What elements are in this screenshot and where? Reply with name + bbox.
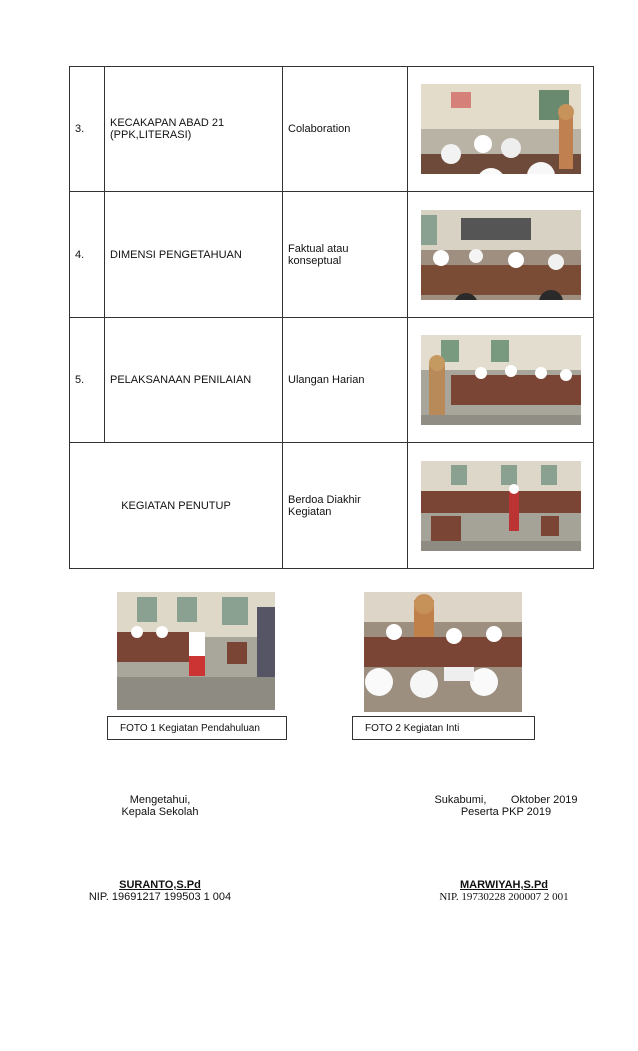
left-signer-name: SURANTO,S.Pd (119, 879, 201, 891)
row-description: Faktual atau konseptual (283, 192, 408, 318)
row-activity: KEGIATAN PENUTUP (70, 443, 283, 569)
foto-1-caption: FOTO 1 Kegiatan Pendahuluan (107, 716, 287, 740)
foto-1-photo (117, 592, 275, 710)
right-signature-block (426, 794, 586, 818)
classroom-photo (421, 84, 581, 174)
table-row (70, 443, 594, 569)
place-label: Sukabumi, (434, 794, 487, 806)
classroom-photo (421, 461, 581, 551)
classroom-photo (421, 335, 581, 425)
row-description: Colaboration (283, 67, 408, 192)
row-activity: KECAKAPAN ABAD 21 (PPK,LITERASI) (105, 67, 283, 192)
table-row (70, 318, 594, 443)
table-row (70, 192, 594, 318)
right-signer-nip: NIP. 19730228 200007 2 001 (439, 891, 569, 903)
acknowledged-label: Mengetahui, (129, 794, 191, 806)
row-description: Berdoa Diakhir Kegiatan (283, 443, 408, 569)
left-signer-nip: NIP. 19691217 199503 1 004 (88, 891, 232, 903)
date-label: Oktober 2019 (510, 794, 578, 806)
row-activity: PELAKSANAAN PENILAIAN (105, 318, 283, 443)
right-signer-name: MARWIYAH,S.Pd (459, 879, 548, 891)
classroom-photo (421, 210, 581, 300)
activity-table (69, 66, 593, 568)
table-row (70, 67, 594, 192)
left-signer (80, 879, 240, 903)
row-description: Ulangan Harian (283, 318, 408, 443)
foto-2-caption: FOTO 2 Kegiatan Inti (352, 716, 535, 740)
headmaster-label: Kepala Sekolah (121, 806, 199, 818)
row-number: 3. (70, 67, 105, 192)
row-activity: DIMENSI PENGETAHUAN (105, 192, 283, 318)
right-signer (420, 879, 588, 903)
row-number: 5. (70, 318, 105, 443)
participant-label: Peserta PKP 2019 (460, 806, 552, 818)
row-number: 4. (70, 192, 105, 318)
foto-2-photo (364, 592, 522, 712)
left-signature-block (90, 794, 230, 818)
